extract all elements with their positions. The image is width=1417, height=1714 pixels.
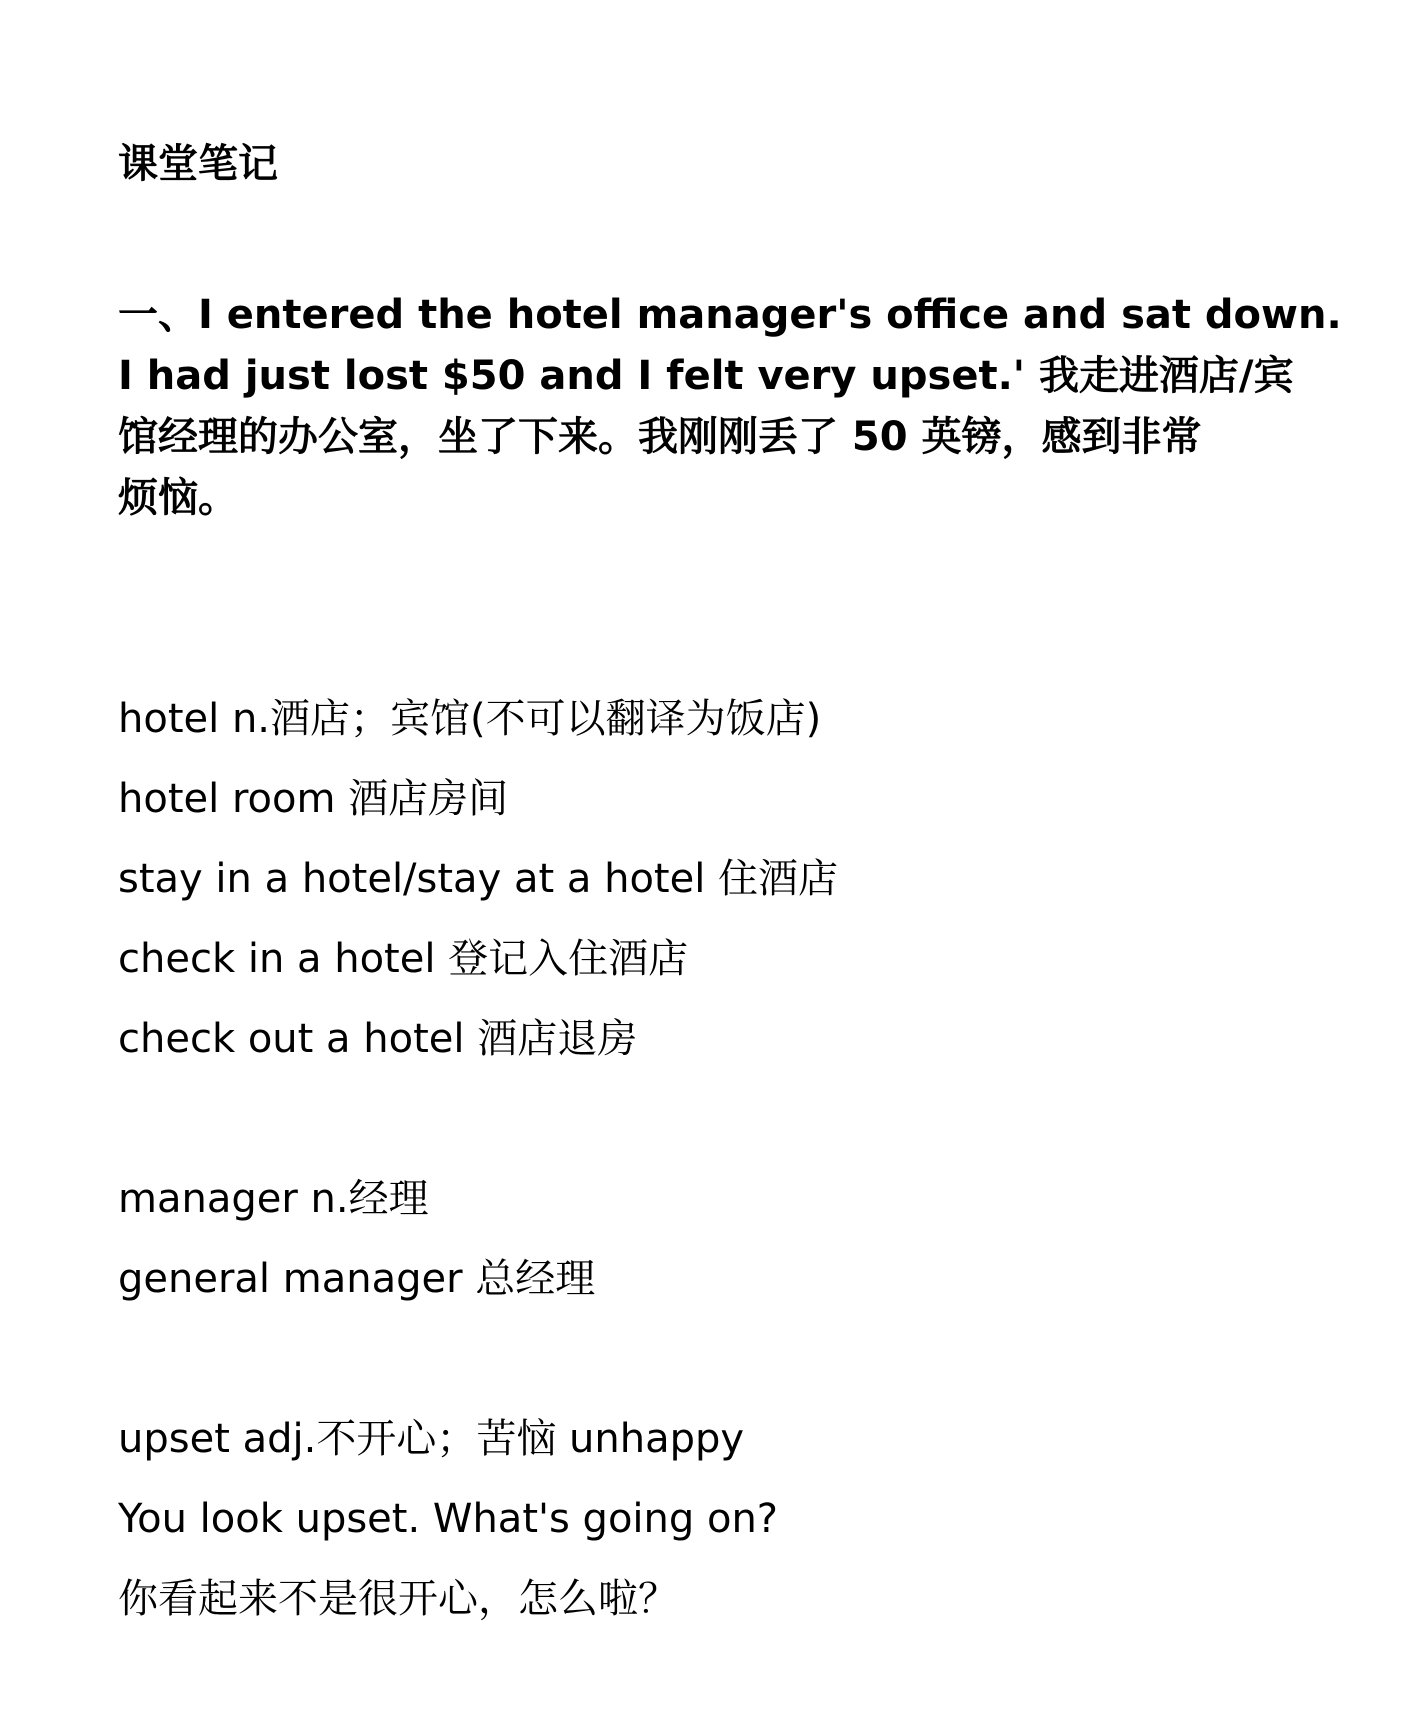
vocab-group-upset xyxy=(118,1399,778,1639)
sentence-heading xyxy=(118,292,1342,538)
heading-line: 一、I entered the hotel manager's office and sat down. xyxy=(118,292,1342,338)
vocab-line: hotel room 酒店房间 xyxy=(118,776,509,822)
vocab-line: You look upset. What's going on? xyxy=(118,1496,779,1542)
heading-line: I had just lost $50 and I felt very upset.' 我走进酒店/宾 xyxy=(118,353,1294,399)
vocab-line: upset adj.不开心；苦恼 unhappy xyxy=(118,1416,745,1462)
vocab-group-hotel xyxy=(118,679,838,1079)
vocab-line: check in a hotel 登记入住酒店 xyxy=(118,936,689,982)
heading-line: 烦恼。 xyxy=(118,475,238,521)
heading-line: 馆经理的办公室，坐了下来。我刚刚丢了 50 英镑，感到非常 xyxy=(118,414,1202,460)
vocab-line: check out a hotel 酒店退房 xyxy=(118,1016,638,1062)
vocab-group-manager xyxy=(118,1159,595,1319)
vocab-line: 你看起来不是很开心，怎么啦？ xyxy=(118,1576,678,1622)
vocab-line: general manager 总经理 xyxy=(118,1256,596,1302)
vocab-line: manager n.经理 xyxy=(118,1176,429,1222)
vocab-line: stay in a hotel/stay at a hotel 住酒店 xyxy=(118,856,839,902)
vocab-line: hotel n.酒店；宾馆(不可以翻译为饭店) xyxy=(118,696,822,742)
page-title: 课堂笔记 xyxy=(118,141,278,187)
